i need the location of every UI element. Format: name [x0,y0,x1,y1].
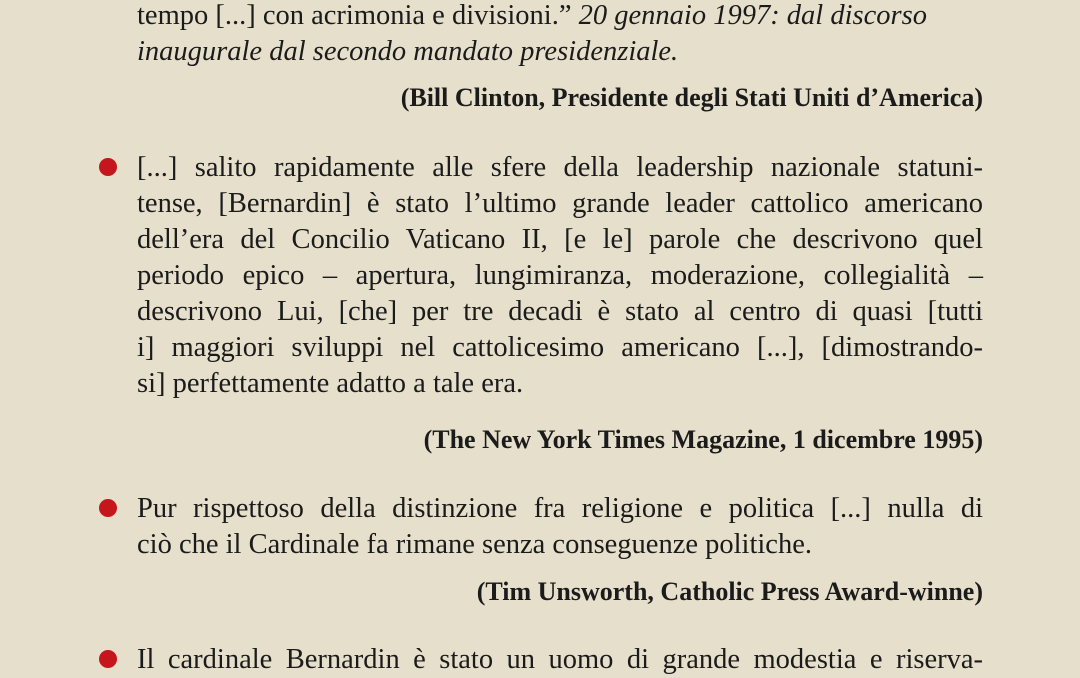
quote-2-line-1: [...] salito rapidamente alle sfere della leadership nazionale statuni- [137,152,983,183]
bullet-icon [99,499,117,517]
quote-1-line-1-text: tempo [...] con acrimonia e divisioni.” [137,0,572,31]
bullet-icon [99,650,117,668]
quote-1-attribution: (Bill Clinton, Presidente degli Stati Uniti d’America) [400,83,983,112]
quote-3-attribution: (Tim Unsworth, Catholic Press Award-winne) [476,577,983,606]
quote-2-line-3: dell’era del Concilio Vaticano II, [e le] parole che descrivono quel [137,224,983,255]
quote-2-attribution: (The New York Times Magazine, 1 dicembre 1995) [423,425,983,454]
quote-2-line-5: descrivono Lui, [che] per tre decadi è stato al centro di quasi [tutti [137,296,983,327]
quote-3-line-2: ciò che il Cardinale fa rimane senza conseguenze politiche. [137,529,812,560]
quote-1-line-1 [137,0,983,34]
quote-3-line-1: Pur rispettoso della distinzione fra religione e politica [...] nulla di [137,493,983,524]
quote-1-line-2: inaugurale dal secondo mandato presidenziale. [137,36,679,67]
quote-2-line-6: i] maggiori sviluppi nel cattolicesimo americano [...], [dimostrando- [137,332,983,363]
quote-2-line-2: tense, [Bernardin] è stato l’ultimo grande leader cattolico americano [137,188,983,219]
quote-4-line-1: Il cardinale Bernardin è stato un uomo di grande modestia e riserva- [137,644,983,675]
quote-2-line-7: si] perfettamente adatto a tale era. [137,368,524,399]
bullet-icon [99,158,117,176]
quote-2-line-4: periodo epico – apertura, lungimiranza, moderazione, collegialità – [137,260,983,291]
quote-1-note-first: 20 gennaio 1997: dal discorso [578,0,927,31]
